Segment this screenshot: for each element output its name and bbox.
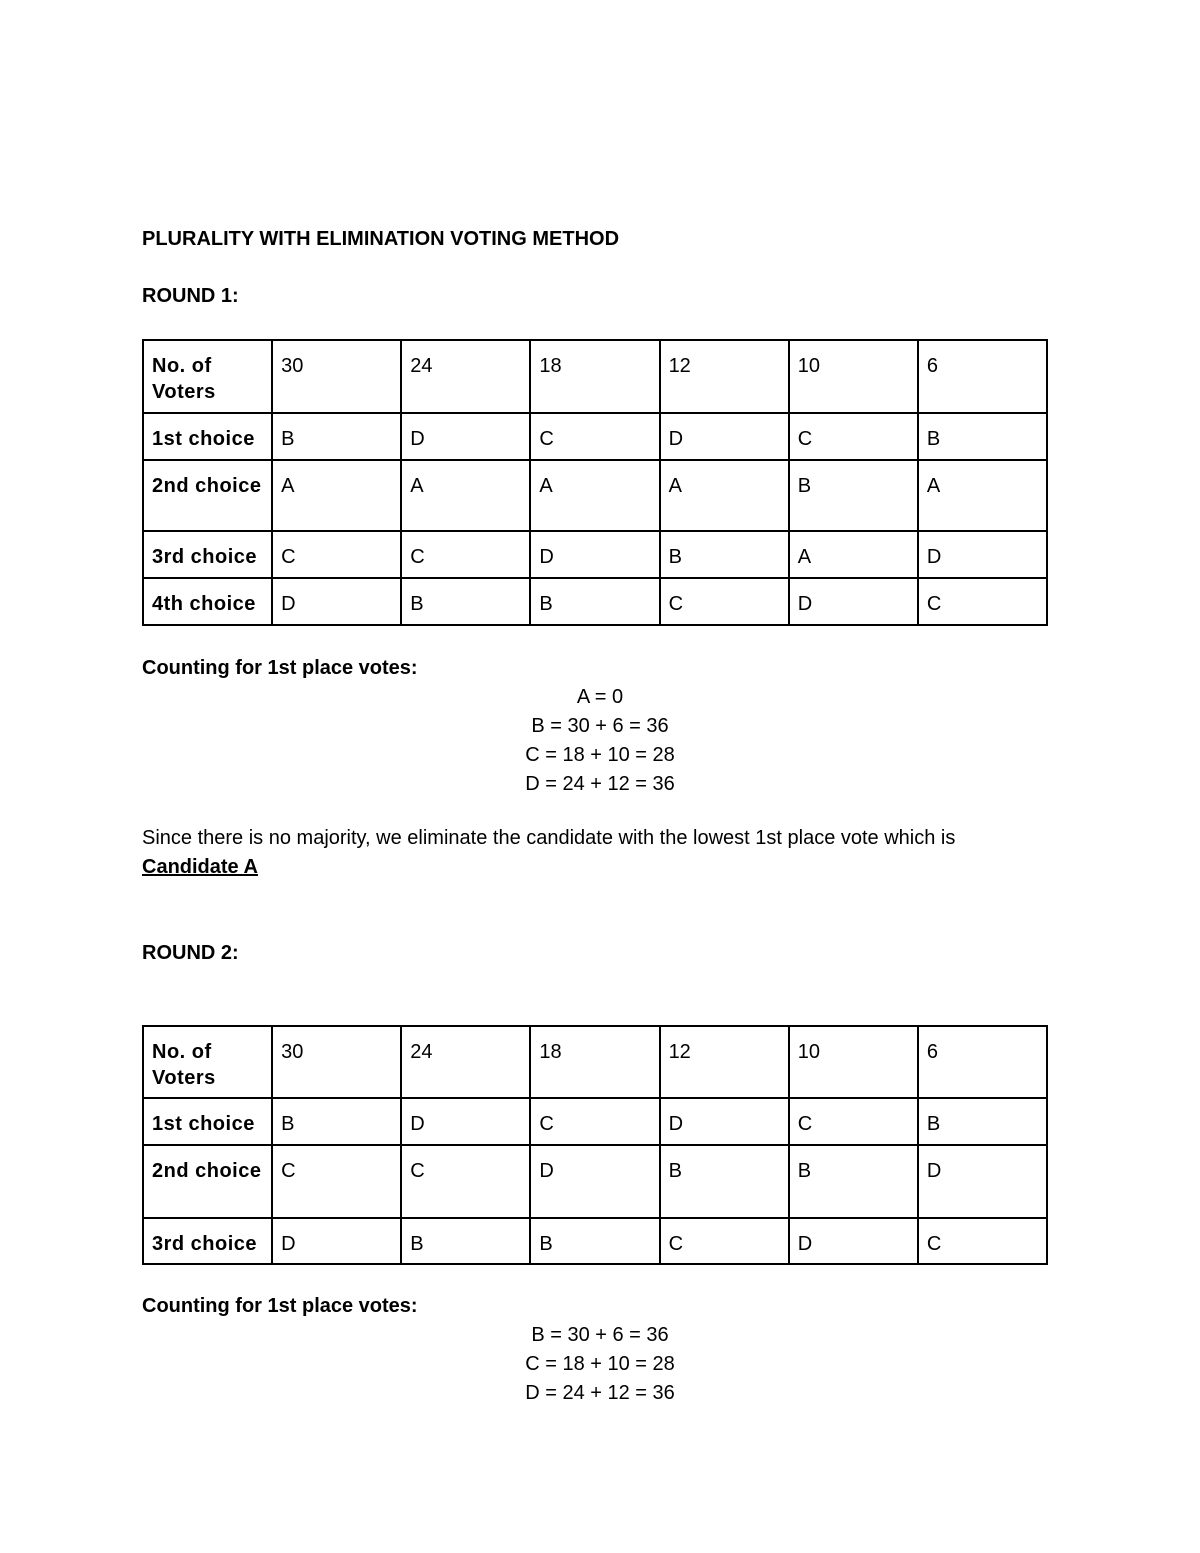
table-cell: B [660, 531, 789, 578]
table-cell: 10 [789, 340, 918, 413]
round-2-preference-table [142, 1025, 1048, 1265]
table-cell: A [789, 531, 918, 578]
table-cell: C [660, 578, 789, 625]
round-2-vote-counts [0, 1321, 1200, 1408]
table-cell: B [401, 1218, 530, 1264]
table-cell: D [530, 531, 659, 578]
table-cell: 24 [401, 1026, 530, 1098]
row-header: 3rd choice [143, 531, 272, 578]
table-cell: D [918, 1145, 1047, 1218]
table-row [143, 460, 1047, 531]
table-cell: B [918, 1098, 1047, 1145]
table-cell: C [530, 1098, 659, 1145]
count-line: D = 24 + 12 = 36 [525, 773, 675, 795]
table-cell: B [272, 1098, 401, 1145]
table-cell: 18 [530, 340, 659, 413]
table-row [143, 1145, 1047, 1218]
row-header: 2nd choice [143, 460, 272, 531]
document-title: PLURALITY WITH ELIMINATION VOTING METHOD [142, 228, 620, 250]
table-row [143, 413, 1047, 460]
table-cell: 24 [401, 340, 530, 413]
count-line: B = 30 + 6 = 36 [531, 715, 669, 737]
table-cell: C [401, 1145, 530, 1218]
table-cell: 6 [918, 340, 1047, 413]
table-cell: 30 [272, 1026, 401, 1098]
table-cell: B [530, 578, 659, 625]
table-cell: 6 [918, 1026, 1047, 1098]
table-cell: 12 [660, 340, 789, 413]
table-cell: C [660, 1218, 789, 1264]
table-cell: D [660, 1098, 789, 1145]
round-1-heading: ROUND 1: [142, 285, 239, 307]
table-cell: D [272, 1218, 401, 1264]
row-header: 2nd choice [143, 1145, 272, 1218]
table-cell: 30 [272, 340, 401, 413]
table-cell: D [789, 578, 918, 625]
count-line: B = 30 + 6 = 36 [531, 1324, 669, 1346]
table-cell: C [530, 413, 659, 460]
table-cell: D [530, 1145, 659, 1218]
row-header: 1st choice [143, 413, 272, 460]
table-cell: B [789, 1145, 918, 1218]
table-cell: B [272, 413, 401, 460]
row-header: 4th choice [143, 578, 272, 625]
table-row [143, 1098, 1047, 1145]
row-header: 1st choice [143, 1098, 272, 1145]
table-cell: C [918, 578, 1047, 625]
table-cell: B [660, 1145, 789, 1218]
table-cell: C [789, 413, 918, 460]
table-cell: B [789, 460, 918, 531]
table-cell: C [918, 1218, 1047, 1264]
table-cell: 18 [530, 1026, 659, 1098]
table-cell: A [401, 460, 530, 531]
table-cell: A [530, 460, 659, 531]
count-line: C = 18 + 10 = 28 [525, 1353, 675, 1375]
round-1-preference-table [142, 339, 1048, 626]
table-row [143, 531, 1047, 578]
table-cell: C [272, 1145, 401, 1218]
count-line: A = 0 [576, 686, 624, 708]
table-cell: C [272, 531, 401, 578]
table-cell: D [918, 531, 1047, 578]
table-cell: A [918, 460, 1047, 531]
elimination-sentence: Since there is no majority, we eliminate the candidate with the lowest 1st place vote which is [142, 827, 956, 849]
count-line: C = 18 + 10 = 28 [525, 744, 675, 766]
row-header: No. of Voters [143, 340, 272, 413]
table-cell: B [918, 413, 1047, 460]
table-row [143, 578, 1047, 625]
table-cell: D [401, 1098, 530, 1145]
table-cell: B [401, 578, 530, 625]
round-1-counting-label: Counting for 1st place votes: [142, 657, 418, 679]
table-row [143, 1218, 1047, 1264]
eliminated-candidate: Candidate A [142, 856, 258, 878]
round-2-counting-label: Counting for 1st place votes: [142, 1295, 418, 1317]
table-cell: D [789, 1218, 918, 1264]
table-cell: 10 [789, 1026, 918, 1098]
table-cell: 12 [660, 1026, 789, 1098]
row-header: 3rd choice [143, 1218, 272, 1264]
table-cell: D [272, 578, 401, 625]
round-2-heading: ROUND 2: [142, 942, 239, 964]
table-row [143, 1026, 1047, 1098]
table-cell: A [272, 460, 401, 531]
table-cell: D [401, 413, 530, 460]
round-1-vote-counts [0, 683, 1200, 799]
table-cell: C [789, 1098, 918, 1145]
table-cell: B [530, 1218, 659, 1264]
row-header: No. of Voters [143, 1026, 272, 1098]
count-line: D = 24 + 12 = 36 [525, 1382, 675, 1404]
table-cell: C [401, 531, 530, 578]
table-cell: A [660, 460, 789, 531]
table-row [143, 340, 1047, 413]
table-cell: D [660, 413, 789, 460]
